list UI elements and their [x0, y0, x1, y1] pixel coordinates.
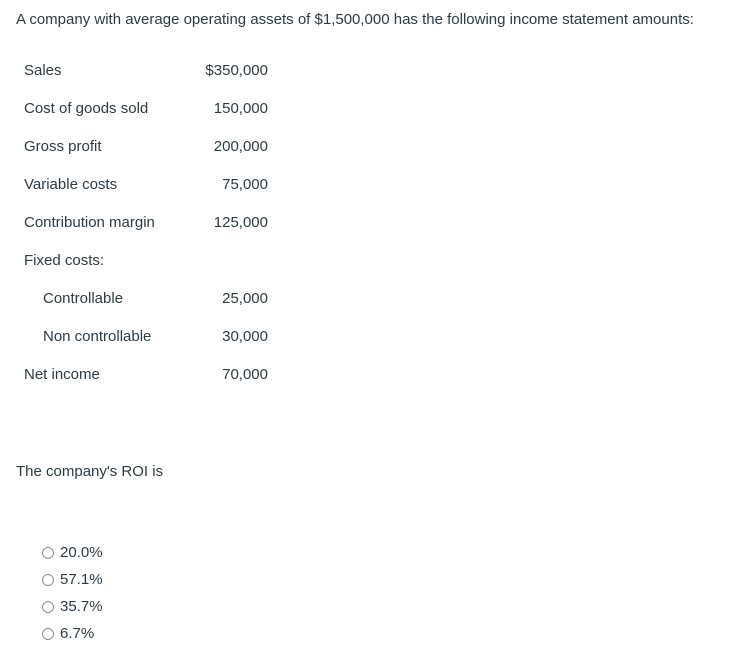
- roi-question: The company's ROI is: [16, 463, 164, 480]
- answer-option-label: 6.7%: [60, 625, 95, 642]
- row-amount: 200,000: [213, 138, 268, 155]
- row-amount: 75,000: [222, 176, 268, 193]
- row-label: Contribution margin: [24, 214, 155, 231]
- statement-row-net-income: [24, 366, 268, 404]
- radio-button[interactable]: [42, 547, 54, 559]
- statement-row-contribution-margin: [24, 214, 268, 252]
- radio-button[interactable]: [42, 601, 54, 613]
- statement-row-controllable: [24, 290, 268, 328]
- row-amount: 30,000: [222, 328, 268, 345]
- answer-option-label: 20.0%: [60, 544, 103, 561]
- row-label: Non controllable: [43, 328, 152, 345]
- income-statement-table: [24, 62, 268, 404]
- row-label: Sales: [24, 62, 62, 79]
- row-label: Variable costs: [24, 176, 118, 193]
- statement-row-sales: [24, 62, 268, 100]
- row-amount: 125,000: [213, 214, 268, 231]
- answer-option-label: 57.1%: [60, 571, 103, 588]
- statement-row-variable-costs: [24, 176, 268, 214]
- radio-button[interactable]: [42, 574, 54, 586]
- answer-option-1[interactable]: [42, 539, 103, 566]
- answer-option-label: 35.7%: [60, 598, 103, 615]
- row-amount: 70,000: [222, 366, 268, 383]
- question-prompt: A company with average operating assets of $1,500,000 has the following income statement amounts:: [16, 11, 694, 28]
- answer-options: [42, 539, 103, 647]
- row-label: Fixed costs:: [24, 252, 105, 269]
- radio-button[interactable]: [42, 628, 54, 640]
- row-label: Controllable: [43, 290, 124, 307]
- answer-option-2[interactable]: [42, 566, 103, 593]
- row-label: Gross profit: [24, 138, 102, 155]
- row-amount: 150,000: [213, 100, 268, 117]
- row-label: Cost of goods sold: [24, 100, 149, 117]
- answer-option-4[interactable]: [42, 620, 103, 647]
- statement-row-cost-of-goods-sold: [24, 100, 268, 138]
- answer-option-3[interactable]: [42, 593, 103, 620]
- statement-row-gross-profit: [24, 138, 268, 176]
- row-label: Net income: [24, 366, 100, 383]
- statement-row-non-controllable: [24, 328, 268, 366]
- statement-row-fixed-costs: [24, 252, 268, 290]
- row-amount: $350,000: [205, 62, 268, 79]
- row-amount: 25,000: [222, 290, 268, 307]
